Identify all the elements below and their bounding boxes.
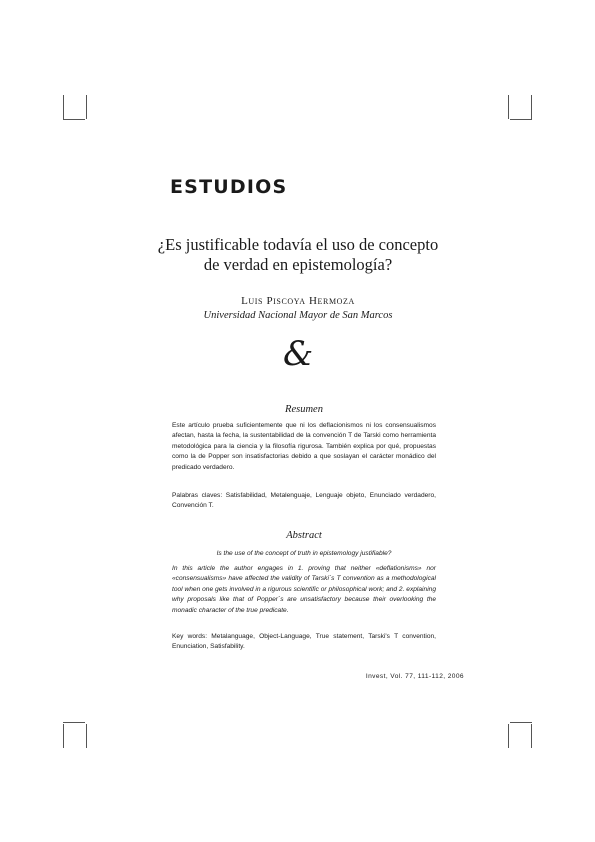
crop-mark	[531, 724, 532, 748]
ampersand-ornament: &	[283, 334, 314, 374]
crop-mark	[531, 95, 532, 119]
resumen-body: Este artículo prueba suficientemente que ni los deflacionismos ni los consensualismos afectan, hasta la fecha, la sustentabilidad de la convención T de Tarski como herramienta metodológica para la ciencia y la filosofía rigurosa. También explica por qué, propuestas como la de Popper son insatisfactorias debido a que soslayan el carácter monádico del predicado verdadero.	[172, 422, 436, 471]
section-heading: ESTUDIOS	[170, 176, 288, 198]
crop-mark	[510, 119, 532, 120]
crop-mark	[63, 95, 64, 119]
crop-mark	[508, 95, 509, 119]
crop-mark	[63, 722, 85, 723]
crop-mark	[508, 724, 509, 748]
crop-mark	[63, 119, 85, 120]
author-name: Luis Piscoya Hermoza	[241, 295, 355, 307]
resumen-keywords: Palabras claves: Satisfabilidad, Metalenguaje, Lenguaje objeto, Enunciado verdadero, Convención T.	[172, 492, 436, 510]
journal-citation: Invest, Vol. 77, 111-112, 2006	[365, 673, 464, 680]
abstract-body: In this article the author engages in 1. proving that neither «deflationisms» nor «consensualisms» have affected the validity of Tarski´s T convention as a methodological tool when one gets involved in a rigurous scientific or philosophical work; and 2. explaining why proposals like that of Popper´s are unsatisfactory because their overlooking the monadic character of the true predicate.	[172, 565, 436, 614]
abstract-heading: Abstract	[286, 530, 322, 541]
crop-mark	[63, 724, 64, 748]
crop-mark	[86, 724, 87, 748]
crop-mark	[86, 95, 87, 119]
author-affiliation: Universidad Nacional Mayor de San Marcos	[203, 310, 393, 321]
resumen-heading: Resumen	[285, 404, 323, 415]
abstract-keywords: Key words: Metalanguage, Object-Language, True statement, Tarski's T convention, Enunciation, Satisfability.	[172, 633, 436, 651]
article-title: ¿Es justificable todavía el uso de concepto de verdad en epistemología?	[157, 235, 439, 274]
abstract-question: Is the use of the concept of truth in epistemology justifiable?	[216, 550, 392, 557]
crop-mark	[510, 722, 532, 723]
